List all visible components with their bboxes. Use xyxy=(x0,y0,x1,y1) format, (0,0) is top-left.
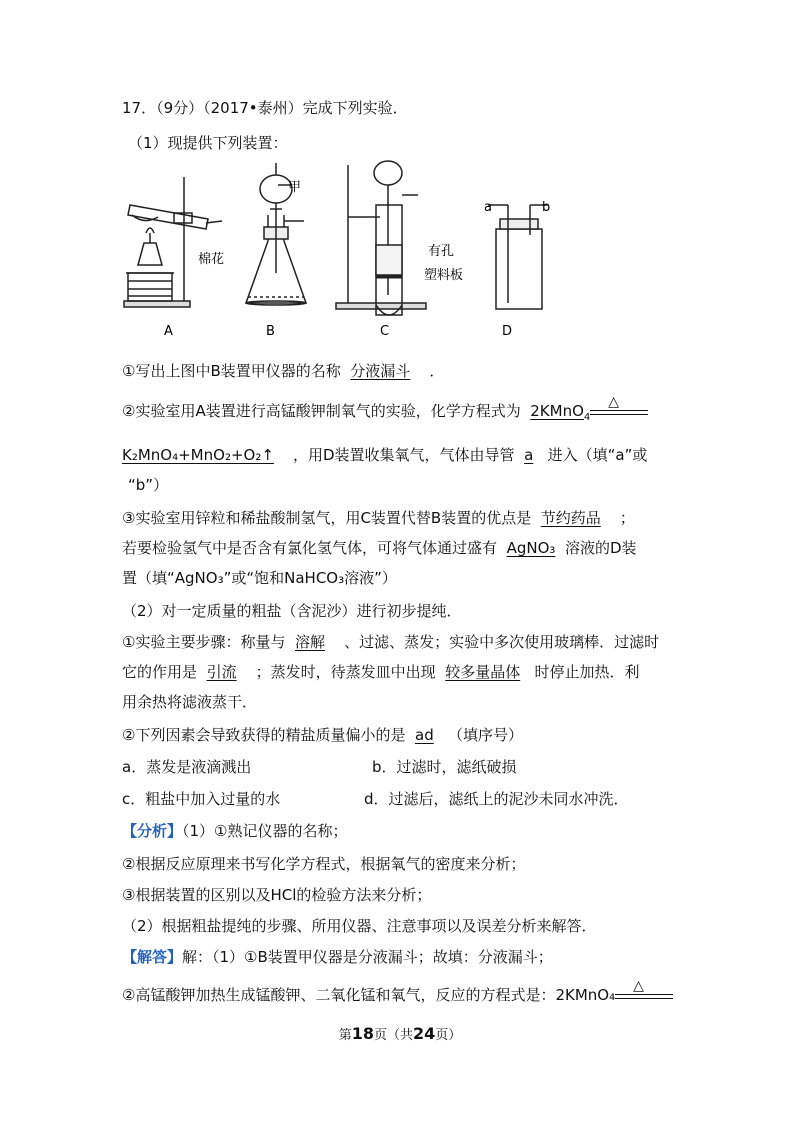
heat-equal-sign: △ xyxy=(615,989,673,1003)
q1-3: ③实验室用锌粒和稀盐酸制氢气，用C装置代替B装置的优点是 节约药品 ； xyxy=(122,509,635,527)
tube-a-label: a xyxy=(484,200,492,215)
page-total: 24 xyxy=(413,1024,436,1043)
page-number: 18 xyxy=(351,1024,374,1043)
q1-2c: “b”） xyxy=(128,476,169,494)
answer-blank: 溶解 xyxy=(295,633,326,651)
analysis-tag: 【分析】 xyxy=(122,822,183,840)
answer-tag: 【解答】 xyxy=(122,948,183,966)
answer-blank: ad xyxy=(415,726,434,744)
q1-1: ①写出上图中B装置甲仪器的名称 分液漏斗 ． xyxy=(122,362,445,380)
equation-right: K₂MnO₄+MnO₂+O₂↑ xyxy=(122,446,274,464)
q1-3b: 若要检验氢气中是否含有氯化氢气体，可将气体通过盛有 AgNO₃ 溶液的D装 xyxy=(122,539,637,557)
option-c: c．粗盐中加入过量的水 xyxy=(122,790,281,808)
answer-blank: a xyxy=(524,446,534,464)
analysis-2: ②根据反应原理来书写化学方程式，根据氧气的密度来分析； xyxy=(122,855,526,873)
q2-1: ①实验主要步骤：称量与 溶解 、过滤、蒸发；实验中多次使用玻璃棒．过滤时 xyxy=(122,633,660,651)
answer-blank: 较多量晶体 xyxy=(445,663,521,681)
q1-2: ②实验室用A装置进行高锰酸钾制氧气的实验，化学方程式为 2KMnO$_4$ △ xyxy=(122,400,648,429)
apparatus-figure xyxy=(118,155,551,345)
answer-blank: 引流 xyxy=(206,663,237,681)
answer-blank: 分液漏斗 xyxy=(350,362,411,380)
heat-equal-sign: △ xyxy=(590,405,648,419)
caption-a: A xyxy=(164,324,173,339)
tube-b-label: b xyxy=(542,200,551,215)
question-header: 17．（9分）（2017•泰州）完成下列实验． xyxy=(122,99,408,117)
analysis-3: ③根据装置的区别以及HCl的检验方法来分析； xyxy=(122,886,432,904)
equation-left: 2KMnO xyxy=(530,402,584,420)
q1-intro: （1）现提供下列装置： xyxy=(128,134,288,152)
option-a: a．蒸发是液滴溅出 xyxy=(122,758,252,776)
label-suliao: 塑料板 xyxy=(424,268,464,283)
q1-3c: 置（填“AgNO₃”或“饱和NaHCO₃溶液”） xyxy=(122,569,397,587)
label-jia: 甲 xyxy=(288,180,302,195)
answer-blank: AgNO₃ xyxy=(506,539,556,557)
option-b: b．过滤时，滤纸破损 xyxy=(372,758,517,776)
label-youkong: 有孔 xyxy=(428,244,455,259)
q2-2: ②下列因素会导致获得的精盐质量偏小的是 ad （填序号） xyxy=(122,726,524,744)
page-footer: 第18页（共24页） xyxy=(338,1024,462,1043)
label-mianhua: 棉花 xyxy=(198,252,225,267)
apparatus-c xyxy=(336,161,426,315)
q1-2b: K₂MnO₄+MnO₂+O₂↑ ，用D装置收集氧气，气体由导管 a 进入（填“a”或 xyxy=(122,446,648,464)
analysis-1: 【分析】（1）①熟记仪器的名称； xyxy=(122,822,348,840)
caption-c: C xyxy=(380,324,390,339)
apparatus-d xyxy=(488,205,548,309)
option-d: d．过滤后，滤纸上的泥沙未同水冲洗． xyxy=(364,790,629,808)
q2-1b: 它的作用是 引流 ；蒸发时，待蒸发皿中出现 较多量晶体 时停止加热．利 xyxy=(122,663,640,681)
caption-b: B xyxy=(266,324,275,339)
answer-1: 【解答】解：（1）①B装置甲仪器是分液漏斗；故填：分液漏斗； xyxy=(122,948,553,966)
analysis-4: （2）根据粗盐提纯的步骤、所用仪器、注意事项以及误差分析来解答． xyxy=(122,917,597,935)
q2-intro: （2）对一定质量的粗盐（含泥沙）进行初步提纯． xyxy=(122,602,462,620)
caption-d: D xyxy=(502,324,513,339)
q2-1c: 用余热将滤液蒸干． xyxy=(122,693,258,711)
answer-2: ②高锰酸钾加热生成锰酸钾、二氧化锰和氧气，反应的方程式是：2KMnO₄ △ xyxy=(122,984,673,1006)
answer-blank: 节约药品 xyxy=(540,509,601,527)
apparatus-a xyxy=(124,177,225,307)
